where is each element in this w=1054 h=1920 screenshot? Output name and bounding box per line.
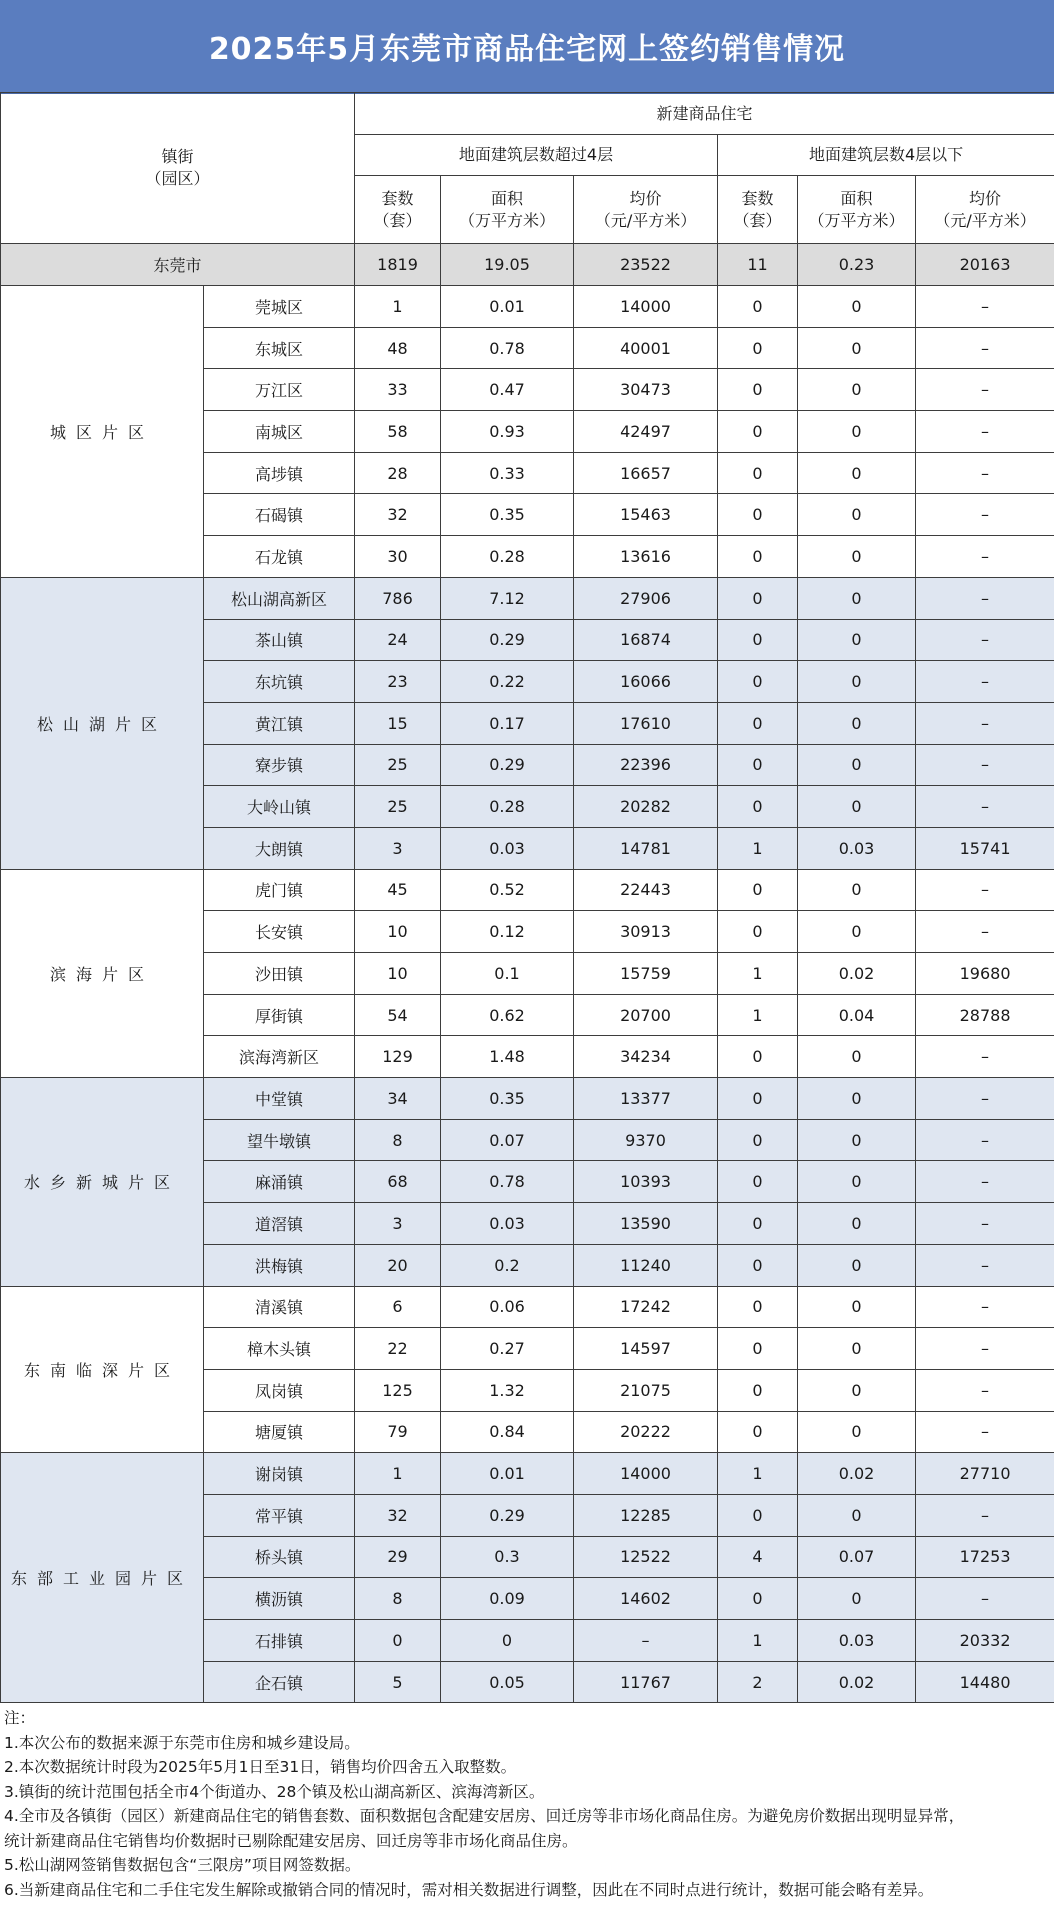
cell: 0 — [718, 577, 798, 619]
cell: 0 — [798, 744, 916, 786]
cell: 34234 — [574, 1036, 718, 1078]
note-line: 注： — [4, 1709, 36, 1727]
cell: 786 — [355, 577, 441, 619]
cell: 23522 — [574, 244, 718, 286]
cell: – — [916, 1119, 1054, 1161]
cell: 15463 — [574, 494, 718, 536]
cell: 0.04 — [798, 994, 916, 1036]
cell: 0 — [718, 1119, 798, 1161]
cell: 12285 — [574, 1494, 718, 1536]
cell: 14000 — [574, 286, 718, 328]
cell: 0 — [798, 369, 916, 411]
note-line: 4.全市及各镇街（园区）新建商品住宅的销售套数、面积数据包含配建安居房、回迁房等非市场化商品住房。为避免房价数据出现明显异常， — [4, 1807, 965, 1825]
cell: – — [916, 1369, 1054, 1411]
cell: 14480 — [916, 1661, 1054, 1703]
cell: 8 — [355, 1119, 441, 1161]
note-line: 6.当新建商品住宅和二手住宅发生解除或撤销合同的情况时，需对相关数据进行调整，因此在不同时点进行统计，数据可能会略有差异。 — [4, 1880, 934, 1899]
cell: 0 — [798, 1244, 916, 1286]
cell: 0 — [718, 327, 798, 369]
cell: 14781 — [574, 827, 718, 869]
cell: 10 — [355, 911, 441, 953]
cell: 0.78 — [441, 1161, 574, 1203]
cell: – — [916, 1578, 1054, 1620]
town-name: 滨海湾新区 — [204, 1036, 355, 1078]
cell: 0.28 — [441, 786, 574, 828]
cell: 21075 — [574, 1369, 718, 1411]
cell: 0.52 — [441, 869, 574, 911]
cell: 0 — [718, 1578, 798, 1620]
cell: 10 — [355, 953, 441, 995]
header-col-units: 套数 （套） — [355, 176, 441, 244]
cell: 27906 — [574, 577, 718, 619]
header-high-rise: 地面建筑层数超过4层 — [355, 135, 718, 176]
cell: 11240 — [574, 1244, 718, 1286]
cell: 7.12 — [441, 577, 574, 619]
table-row — [1, 1453, 1054, 1495]
cell: 0.29 — [441, 744, 574, 786]
cell: 0 — [798, 1369, 916, 1411]
town-name: 长安镇 — [204, 911, 355, 953]
cell: 19.05 — [441, 244, 574, 286]
cell: 9370 — [574, 1119, 718, 1161]
cell: 0 — [718, 1078, 798, 1120]
region-name: 东南临深片区 — [1, 1286, 204, 1453]
cell: 0 — [718, 411, 798, 453]
cell: 0 — [798, 1119, 916, 1161]
town-name: 石龙镇 — [204, 536, 355, 578]
cell: 0 — [798, 1036, 916, 1078]
cell: 0 — [798, 536, 916, 578]
cell: 0 — [718, 286, 798, 328]
town-name: 东城区 — [204, 327, 355, 369]
town-name: 大岭山镇 — [204, 786, 355, 828]
cell: 0.03 — [798, 827, 916, 869]
cell: 11767 — [574, 1661, 718, 1703]
cell: 0 — [718, 911, 798, 953]
town-name: 黄江镇 — [204, 702, 355, 744]
table-row — [1, 1286, 1054, 1328]
cell: – — [916, 1203, 1054, 1245]
cell: 79 — [355, 1411, 441, 1453]
header-town: 镇街 （园区） — [1, 93, 355, 244]
cell: 0 — [718, 369, 798, 411]
city-name: 东莞市 — [1, 244, 355, 286]
page-title: 2025年5月东莞市商品住宅网上签约销售情况 — [208, 32, 846, 67]
cell: 0.02 — [798, 1453, 916, 1495]
cell: 1 — [718, 1453, 798, 1495]
town-name: 虎门镇 — [204, 869, 355, 911]
cell: 1 — [718, 827, 798, 869]
cell: 20 — [355, 1244, 441, 1286]
cell: 0 — [718, 1244, 798, 1286]
cell: 19680 — [916, 953, 1054, 995]
town-name: 麻涌镇 — [204, 1161, 355, 1203]
cell: 16657 — [574, 452, 718, 494]
cell: 33 — [355, 369, 441, 411]
cell: 0 — [718, 452, 798, 494]
cell: 30913 — [574, 911, 718, 953]
cell: 0 — [798, 661, 916, 703]
table-row — [1, 1078, 1054, 1120]
cell: 0.02 — [798, 953, 916, 995]
cell: 0.07 — [798, 1536, 916, 1578]
cell: – — [916, 1078, 1054, 1120]
cell: 32 — [355, 1494, 441, 1536]
cell: 0 — [798, 702, 916, 744]
cell: 17610 — [574, 702, 718, 744]
header-low-rise: 地面建筑层数4层以下 — [718, 135, 1054, 176]
cell: – — [916, 286, 1054, 328]
region-name: 城区片区 — [1, 286, 204, 578]
notes — [0, 1702, 1054, 1920]
cell: 0 — [718, 1286, 798, 1328]
cell: 0 — [718, 1369, 798, 1411]
cell: 12522 — [574, 1536, 718, 1578]
note-line: 统计新建商品住宅销售均价数据时已剔除配建安居房、回迁房等非市场化商品住房。 — [4, 1831, 578, 1850]
cell: 20700 — [574, 994, 718, 1036]
cell: 0 — [718, 1203, 798, 1245]
cell: 1 — [355, 286, 441, 328]
cell: – — [916, 702, 1054, 744]
cell: – — [916, 1244, 1054, 1286]
cell: 0 — [798, 494, 916, 536]
town-name: 松山湖高新区 — [204, 577, 355, 619]
cell: 8 — [355, 1578, 441, 1620]
header-col-area-low: 面积 （万平方米） — [798, 176, 916, 244]
cell: 1 — [718, 953, 798, 995]
cell: 0.09 — [441, 1578, 574, 1620]
cell: 0.84 — [441, 1411, 574, 1453]
cell: 0.01 — [441, 286, 574, 328]
cell: 20163 — [916, 244, 1054, 286]
cell: 0.33 — [441, 452, 574, 494]
cell: 22 — [355, 1328, 441, 1370]
cell: 68 — [355, 1161, 441, 1203]
town-name: 道滘镇 — [204, 1203, 355, 1245]
cell: – — [916, 744, 1054, 786]
cell: 20332 — [916, 1620, 1054, 1662]
cell: 11 — [718, 244, 798, 286]
cell: – — [916, 577, 1054, 619]
cell: 13616 — [574, 536, 718, 578]
cell: 0 — [798, 286, 916, 328]
cell: 0.05 — [441, 1661, 574, 1703]
cell: 1819 — [355, 244, 441, 286]
town-name: 南城区 — [204, 411, 355, 453]
region-name: 松山湖片区 — [1, 577, 204, 869]
cell: – — [916, 1328, 1054, 1370]
cell: 1 — [718, 1620, 798, 1662]
cell: 125 — [355, 1369, 441, 1411]
cell: 22396 — [574, 744, 718, 786]
header-col-price: 均价 （元/平方米） — [574, 176, 718, 244]
cell: 0.47 — [441, 369, 574, 411]
cell: 0.93 — [441, 411, 574, 453]
cell: 0.78 — [441, 327, 574, 369]
sales-table — [0, 92, 1054, 1703]
cell: 58 — [355, 411, 441, 453]
cell: 25 — [355, 744, 441, 786]
cell: 0 — [718, 786, 798, 828]
town-name: 万江区 — [204, 369, 355, 411]
cell: 0 — [798, 452, 916, 494]
town-name: 石碣镇 — [204, 494, 355, 536]
cell: 0.35 — [441, 1078, 574, 1120]
cell: 0.3 — [441, 1536, 574, 1578]
note-line: 2.本次数据统计时段为2025年5月1日至31日，销售均价四舍五入取整数。 — [4, 1758, 517, 1776]
town-name: 洪梅镇 — [204, 1244, 355, 1286]
cell: 0 — [798, 1494, 916, 1536]
cell: 0 — [798, 1578, 916, 1620]
cell: 0 — [798, 869, 916, 911]
cell: 0.03 — [441, 1203, 574, 1245]
cell: 13377 — [574, 1078, 718, 1120]
cell: 0 — [798, 411, 916, 453]
cell: 54 — [355, 994, 441, 1036]
cell: 1.32 — [441, 1369, 574, 1411]
cell: 0.01 — [441, 1453, 574, 1495]
cell: 15759 — [574, 953, 718, 995]
cell: 0 — [798, 1161, 916, 1203]
cell: 1 — [355, 1453, 441, 1495]
cell: 0 — [718, 869, 798, 911]
cell: 42497 — [574, 411, 718, 453]
cell: 14602 — [574, 1578, 718, 1620]
cell: 1.48 — [441, 1036, 574, 1078]
cell: 0 — [798, 577, 916, 619]
town-name: 常平镇 — [204, 1494, 355, 1536]
note-line: 3.镇街的统计范围包括全市4个街道办、28个镇及松山湖高新区、滨海湾新区。 — [4, 1782, 545, 1801]
cell: 0.17 — [441, 702, 574, 744]
town-name: 清溪镇 — [204, 1286, 355, 1328]
cell: 0 — [355, 1620, 441, 1662]
cell: 0 — [718, 1494, 798, 1536]
cell: 17253 — [916, 1536, 1054, 1578]
city-total-row — [1, 244, 1054, 286]
note-line: 5.松山湖网签销售数据包含“三限房”项目网签数据。 — [4, 1856, 361, 1874]
town-name: 大朗镇 — [204, 827, 355, 869]
town-name: 望牛墩镇 — [204, 1119, 355, 1161]
cell: 10393 — [574, 1161, 718, 1203]
cell: 20282 — [574, 786, 718, 828]
town-name: 横沥镇 — [204, 1578, 355, 1620]
region-name: 东部工业园片区 — [1, 1453, 204, 1703]
cell: 0.06 — [441, 1286, 574, 1328]
cell: 0 — [718, 494, 798, 536]
cell: – — [916, 1286, 1054, 1328]
cell: 40001 — [574, 327, 718, 369]
header-col-area: 面积 （万平方米） — [441, 176, 574, 244]
cell: – — [916, 1036, 1054, 1078]
cell: 0 — [798, 911, 916, 953]
cell: 0 — [441, 1620, 574, 1662]
header-group: 新建商品住宅 — [355, 93, 1054, 135]
cell: 0 — [718, 1036, 798, 1078]
table-row — [1, 869, 1054, 911]
table-row — [1, 286, 1054, 328]
town-name: 寮步镇 — [204, 744, 355, 786]
cell: 15 — [355, 702, 441, 744]
cell: 25 — [355, 786, 441, 828]
cell: 27710 — [916, 1453, 1054, 1495]
cell: – — [916, 1161, 1054, 1203]
table-row — [1, 577, 1054, 619]
cell: – — [916, 911, 1054, 953]
cell: 0.1 — [441, 953, 574, 995]
cell: – — [916, 327, 1054, 369]
town-name: 茶山镇 — [204, 619, 355, 661]
cell: 0 — [798, 1286, 916, 1328]
town-name: 樟木头镇 — [204, 1328, 355, 1370]
cell: 0.62 — [441, 994, 574, 1036]
cell: 0 — [798, 786, 916, 828]
town-name: 凤岗镇 — [204, 1369, 355, 1411]
town-name: 莞城区 — [204, 286, 355, 328]
cell: 0 — [718, 661, 798, 703]
cell: 14000 — [574, 1453, 718, 1495]
cell: 4 — [718, 1536, 798, 1578]
cell: 16874 — [574, 619, 718, 661]
town-name: 沙田镇 — [204, 953, 355, 995]
header-col-units-low: 套数 （套） — [718, 176, 798, 244]
cell: 0 — [798, 1078, 916, 1120]
cell: 15741 — [916, 827, 1054, 869]
cell: – — [916, 1494, 1054, 1536]
cell: 0 — [798, 619, 916, 661]
cell: 0.28 — [441, 536, 574, 578]
cell: – — [916, 1411, 1054, 1453]
region-name: 滨海片区 — [1, 869, 204, 1077]
cell: 0.03 — [441, 827, 574, 869]
cell: 0 — [718, 536, 798, 578]
cell: 2 — [718, 1661, 798, 1703]
cell: 3 — [355, 1203, 441, 1245]
cell: 16066 — [574, 661, 718, 703]
town-name: 高埗镇 — [204, 452, 355, 494]
cell: 3 — [355, 827, 441, 869]
cell: 13590 — [574, 1203, 718, 1245]
cell: 1 — [718, 994, 798, 1036]
header-col-price-low: 均价 （元/平方米） — [916, 176, 1054, 244]
cell: – — [916, 452, 1054, 494]
cell: 0.27 — [441, 1328, 574, 1370]
cell: 17242 — [574, 1286, 718, 1328]
cell: 6 — [355, 1286, 441, 1328]
region-name: 水乡新城片区 — [1, 1078, 204, 1286]
cell: 0.23 — [798, 244, 916, 286]
cell: – — [916, 869, 1054, 911]
cell: 32 — [355, 494, 441, 536]
town-name: 东坑镇 — [204, 661, 355, 703]
cell: 0 — [718, 1411, 798, 1453]
cell: 45 — [355, 869, 441, 911]
cell: 129 — [355, 1036, 441, 1078]
cell: 28788 — [916, 994, 1054, 1036]
town-name: 企石镇 — [204, 1661, 355, 1703]
cell: 0.29 — [441, 1494, 574, 1536]
cell: 34 — [355, 1078, 441, 1120]
cell: 14597 — [574, 1328, 718, 1370]
cell: 30473 — [574, 369, 718, 411]
cell: 20222 — [574, 1411, 718, 1453]
cell: 48 — [355, 327, 441, 369]
cell: – — [916, 619, 1054, 661]
cell: 0.12 — [441, 911, 574, 953]
cell: 28 — [355, 452, 441, 494]
cell: 0 — [718, 1161, 798, 1203]
cell: 0.29 — [441, 619, 574, 661]
town-name: 厚街镇 — [204, 994, 355, 1036]
title-bar — [0, 0, 1054, 94]
cell: 0 — [718, 744, 798, 786]
cell: 30 — [355, 536, 441, 578]
cell: – — [916, 536, 1054, 578]
cell: 0.07 — [441, 1119, 574, 1161]
cell: 0.35 — [441, 494, 574, 536]
cell: 0 — [798, 327, 916, 369]
cell: 0.22 — [441, 661, 574, 703]
cell: 0.2 — [441, 1244, 574, 1286]
cell: 0.02 — [798, 1661, 916, 1703]
cell: – — [916, 786, 1054, 828]
town-name: 桥头镇 — [204, 1536, 355, 1578]
cell: 24 — [355, 619, 441, 661]
cell: 0 — [718, 619, 798, 661]
cell: 0 — [798, 1411, 916, 1453]
cell: 22443 — [574, 869, 718, 911]
cell: 29 — [355, 1536, 441, 1578]
town-name: 中堂镇 — [204, 1078, 355, 1120]
cell: – — [574, 1620, 718, 1662]
note-line: 1.本次公布的数据来源于东莞市住房和城乡建设局。 — [4, 1733, 360, 1752]
cell: – — [916, 369, 1054, 411]
cell: 0 — [718, 1328, 798, 1370]
town-name: 石排镇 — [204, 1620, 355, 1662]
cell: 5 — [355, 1661, 441, 1703]
cell: 0.03 — [798, 1620, 916, 1662]
cell: 23 — [355, 661, 441, 703]
cell: – — [916, 661, 1054, 703]
cell: 0 — [798, 1328, 916, 1370]
cell: 0 — [718, 702, 798, 744]
cell: 0 — [798, 1203, 916, 1245]
cell: – — [916, 494, 1054, 536]
town-name: 谢岗镇 — [204, 1453, 355, 1495]
town-name: 塘厦镇 — [204, 1411, 355, 1453]
cell: – — [916, 411, 1054, 453]
